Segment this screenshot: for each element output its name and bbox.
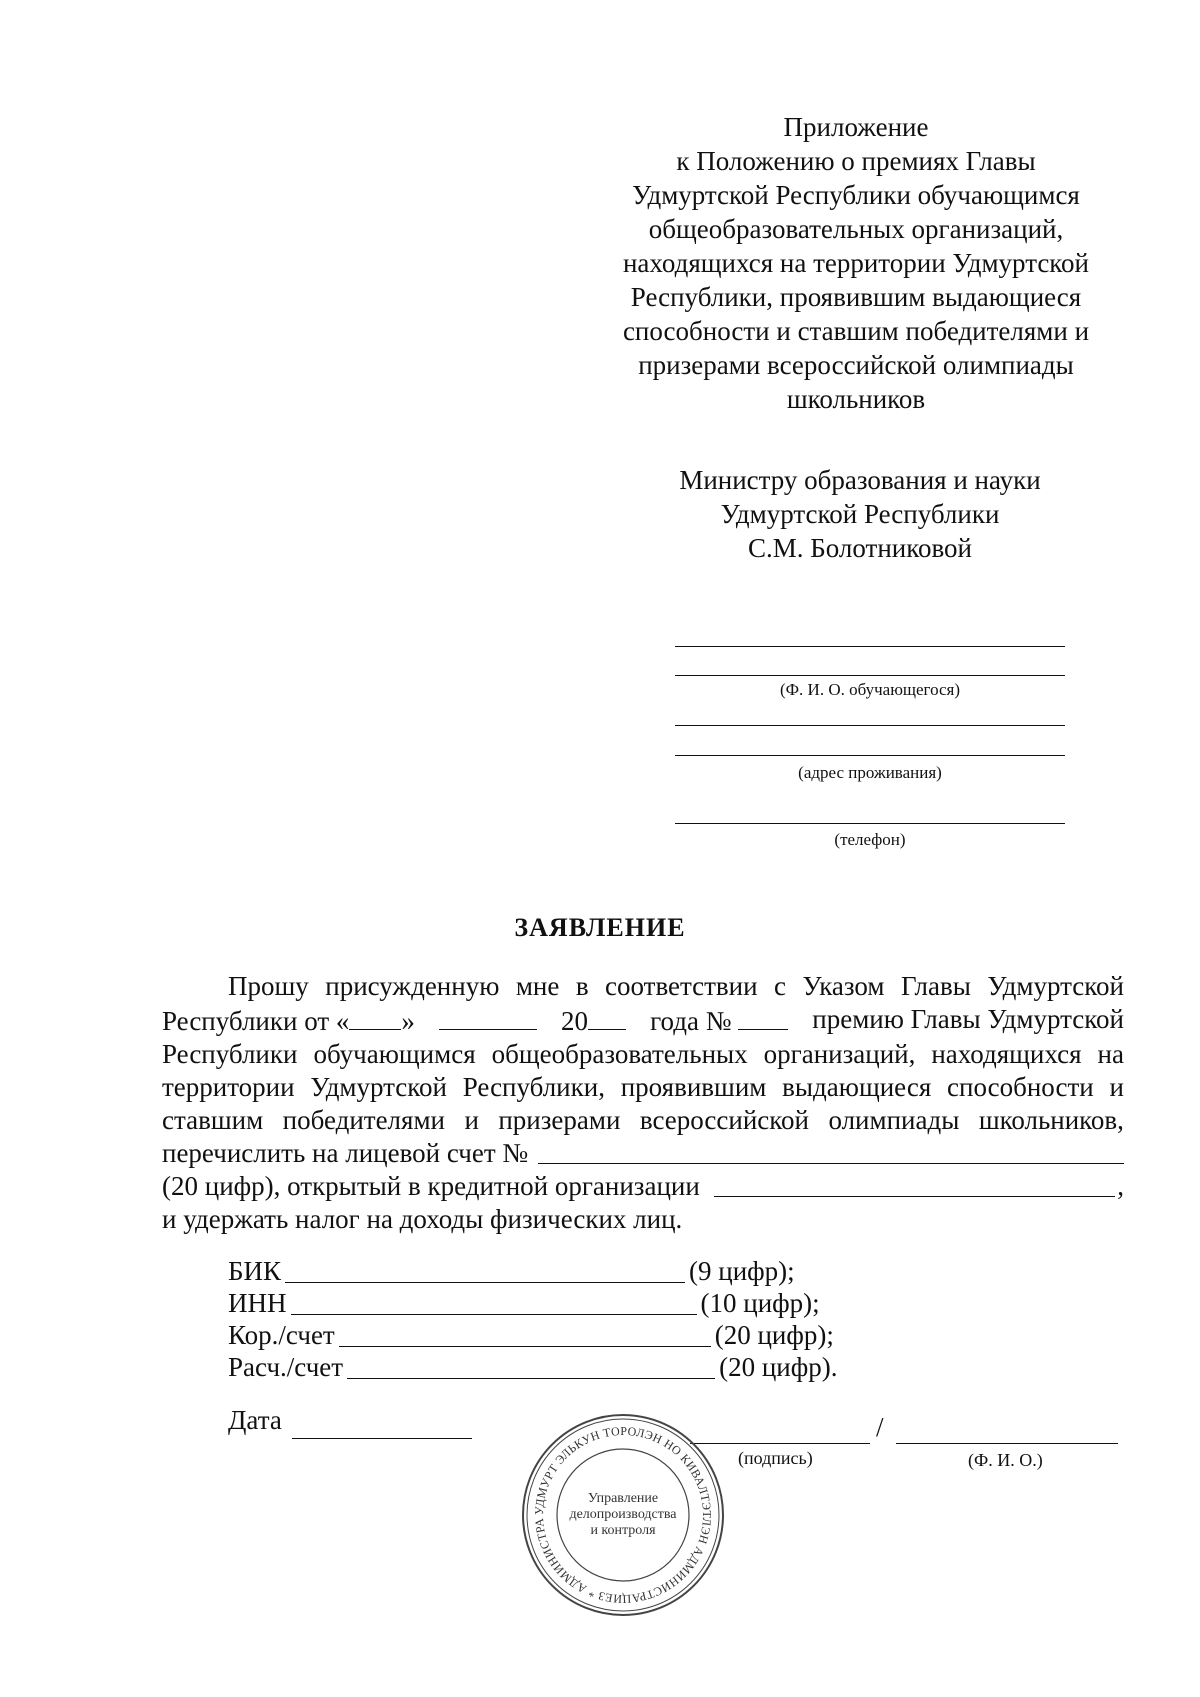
kor-label: Кор./счет [228, 1320, 335, 1350]
fio-field-line-1[interactable] [675, 646, 1065, 647]
body-line-5: ставшим победителями и призерами всероссийской олимпиады школьников, [162, 1105, 1124, 1135]
body-line-2: Республики от « » 20 года № премию Главы Удмуртской [162, 1004, 1124, 1036]
body-line-6: перечислить на лицевой счет № [162, 1137, 1124, 1170]
bik-field[interactable] [285, 1256, 685, 1283]
signature-separator: / [876, 1412, 884, 1442]
appendix-line: общеобразовательных организаций, [648, 214, 1064, 244]
phone-field-line[interactable] [675, 823, 1065, 824]
date-label: Дата [228, 1405, 282, 1435]
appendix-line: Приложение [783, 112, 929, 142]
document-title: ЗАЯВЛЕНИЕ [514, 913, 686, 942]
decree-number-blank[interactable] [738, 1003, 788, 1030]
bik-row [228, 1255, 837, 1287]
inn-field[interactable] [291, 1288, 697, 1315]
kor-field[interactable] [339, 1320, 711, 1347]
body-line-3: Республики обучающимся общеобразовательных организаций, находящихся на [162, 1039, 1124, 1069]
body-line-4: территории Удмуртской Республики, проявившим выдающиеся способности и [162, 1072, 1124, 1102]
appendix-block [608, 110, 1104, 416]
phone-caption: (телефон) [834, 830, 906, 849]
body-line-8: и удержать налог на доходы физических лиц. [162, 1204, 683, 1234]
ras-field[interactable] [347, 1352, 715, 1379]
address-field-line-2[interactable] [675, 755, 1065, 756]
bik-hint: (9 цифр); [689, 1256, 795, 1286]
official-stamp [518, 1410, 728, 1620]
account-number-blank[interactable] [538, 1137, 1124, 1164]
addressee-line: Удмуртской Республики [720, 499, 1000, 529]
appendix-line: Удмуртской Республики обучающимся [632, 180, 1080, 210]
appendix-line: школьников [786, 384, 926, 414]
signature-fio-caption: (Ф. И. О.) [968, 1450, 1043, 1470]
bank-name-blank[interactable] [714, 1170, 1115, 1197]
address-caption: (адрес проживания) [798, 763, 942, 782]
stamp-center-text: Управление делопроизводства и контроля [569, 1491, 677, 1538]
body-line-1: Прошу присужденную мне в соответствии с Указом Главы Удмуртской [228, 971, 1124, 1001]
inn-row [228, 1287, 837, 1319]
addressee-line: С.М. Болотниковой [748, 533, 972, 563]
appendix-line: Республики, проявившим выдающиеся [630, 282, 1082, 312]
ras-hint: (20 цифр). [719, 1352, 838, 1382]
statement-body [162, 970, 1124, 1236]
fio-caption: (Ф. И. О. обучающегося) [779, 680, 961, 699]
decree-day-blank[interactable] [349, 1003, 401, 1030]
fio-field-line-2[interactable] [675, 675, 1065, 676]
signature-fio-field[interactable] [896, 1443, 1118, 1444]
decree-year-blank[interactable] [588, 1003, 626, 1030]
kor-row [228, 1319, 837, 1351]
body-line-7: (20 цифр), открытый в кредитной организации , [162, 1171, 1124, 1201]
appendix-line: призерами всероссийской олимпиады [638, 350, 1074, 380]
appendix-line: к Положению о премиях Главы [676, 146, 1036, 176]
decree-month-blank[interactable] [439, 1003, 537, 1030]
date-field[interactable] [292, 1438, 472, 1439]
ras-row [228, 1351, 837, 1383]
appendix-line: способности и ставшим победителями и [622, 316, 1090, 346]
kor-hint: (20 цифр); [714, 1320, 834, 1350]
inn-label: ИНН [228, 1288, 287, 1318]
address-field-line-1[interactable] [675, 725, 1065, 726]
appendix-line: находящихся на территории Удмуртской [622, 248, 1089, 278]
addressee-block [640, 463, 1080, 565]
bank-details [228, 1255, 837, 1383]
bik-label: БИК [228, 1256, 282, 1286]
stamp-ring-text: УДМУРТ ЭЛЬКУН ТОРОЛЭН НО КИВАЛТЭТЛЭН АДМИНИСТРАЦИЕЗ * АДМИНИСТРА [531, 1423, 715, 1607]
signature-caption: (подпись) [738, 1448, 813, 1468]
inn-hint: (10 цифр); [700, 1288, 820, 1318]
ras-label: Расч./счет [228, 1352, 344, 1382]
addressee-line: Министру образования и науки [679, 465, 1041, 495]
